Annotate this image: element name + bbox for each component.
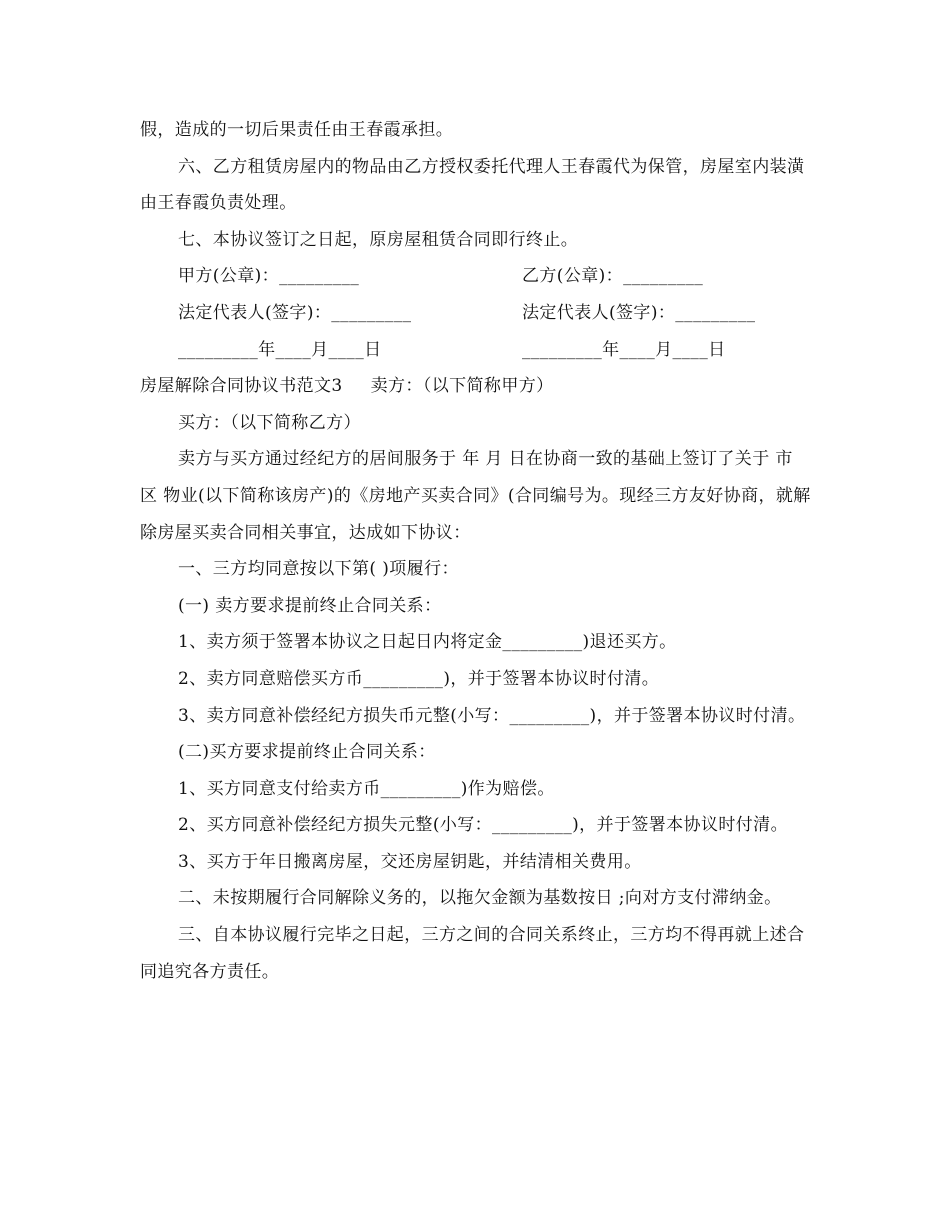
subclause-2-heading: (二)买方要求提前终止合同关系：	[178, 742, 436, 763]
signature-row-representative	[140, 295, 815, 332]
subclause-1-item-2: 2、卖方同意赔偿买方币_________)，并于签署本协议时付清。	[178, 668, 660, 689]
signature-row-seal	[140, 258, 815, 295]
party-a-date-field: _________年____月____日	[178, 339, 382, 360]
party-b-seal-field: 乙方(公章)：_________	[522, 266, 704, 287]
party-a-seal-field: 甲方(公章)：_________	[178, 266, 360, 287]
party-a-representative-field: 法定代表人(签字)：_________	[178, 302, 412, 323]
party-b-representative-field: 法定代表人(签字)：_________	[522, 302, 756, 323]
signature-row-date	[140, 332, 815, 369]
buyer-definition: 买方：（以下简称乙方）	[178, 412, 361, 433]
seller-definition: 卖方：（以下简称甲方）	[370, 376, 554, 397]
section-title-line	[140, 368, 815, 405]
clause-1: 一、三方均同意按以下第( )项履行：	[178, 559, 459, 580]
subclause-2-item-3: 3、买方于年日搬离房屋，交还房屋钥匙，并结清相关费用。	[178, 851, 642, 872]
section-title: 房屋解除合同协议书范文3	[140, 376, 343, 397]
subclause-1-item-3: 3、卖方同意补偿经纪方损失币元整(小写：_________)，并于签署本协议时付清。	[178, 705, 806, 726]
party-b-date-field: _________年____月____日	[522, 339, 726, 360]
subclause-1-item-1: 1、卖方须于签署本协议之日起日内将定金_________)退还买方。	[178, 632, 677, 653]
paragraph-continuation: 假，造成的一切后果责任由王春霞承担。	[140, 120, 454, 140]
clause-3: 三、自本协议履行完毕之日起，三方之间的合同关系终止，三方均不得再就上述合同追究各方责任。	[140, 925, 805, 982]
subclause-1-heading: (一) 卖方要求提前终止合同关系：	[178, 595, 442, 616]
paragraph-item-6: 六、乙方租赁房屋内的物品由乙方授权委托代理人王春霞代为保管，房屋室内装潢由王春霞负责处理。	[140, 156, 805, 214]
subclause-2-item-2: 2、买方同意补偿经纪方损失元整(小写：_________)，并于签署本协议时付清。	[178, 815, 788, 836]
clause-2: 二、未按期履行合同解除义务的，以拖欠金额为基数按日 ;向对方支付滞纳金。	[178, 888, 782, 909]
document-body	[140, 112, 815, 990]
paragraph-item-7: 七、本协议签订之日起，原房屋租赁合同即行终止。	[178, 229, 579, 250]
subclause-2-item-1: 1、买方同意支付给卖方币_________)作为赔偿。	[178, 778, 555, 799]
paragraph-intro: 卖方与买方通过经纪方的居间服务于 年 月 日在协商一致的基础上签订了关于 市 区 物业(以下简称该房产)的《房地产买卖合同》(合同编号为。现经三方友好协商，就解除房屋买卖合同相关事宜，达成如下协议：	[140, 449, 811, 543]
